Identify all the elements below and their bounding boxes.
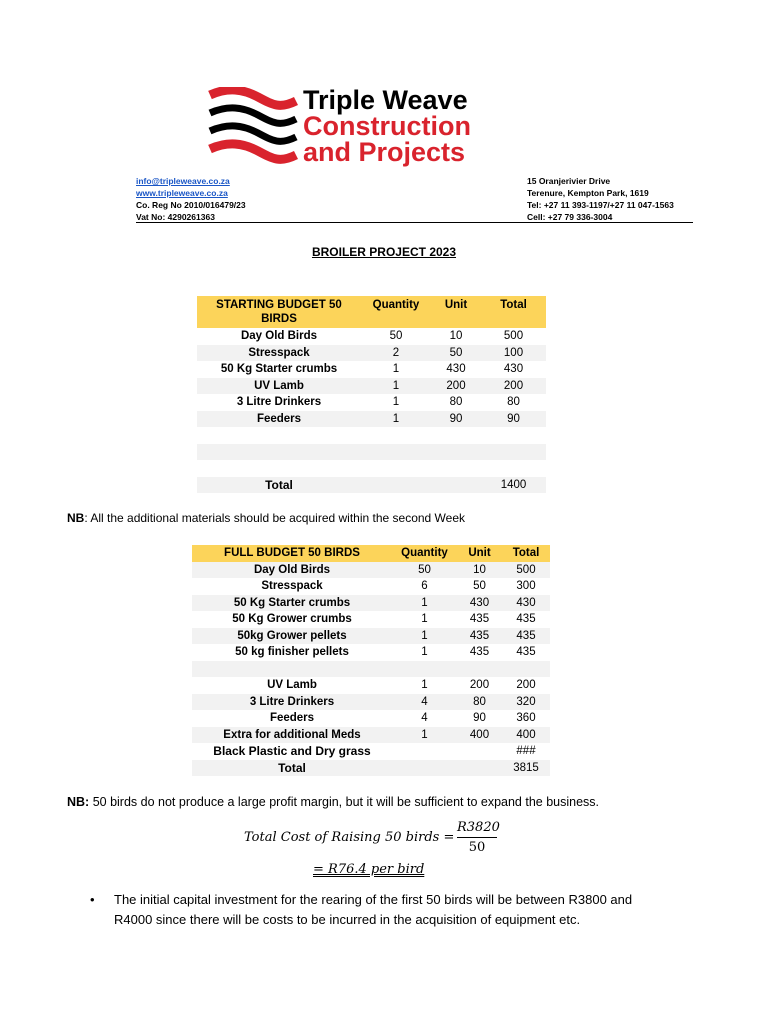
total: 80 — [507, 396, 520, 409]
unit: 10 — [457, 562, 502, 579]
quantity: 2 — [361, 345, 431, 362]
item-name: UV Lamb — [267, 679, 317, 692]
quantity: 4 — [421, 712, 428, 725]
item-name: UV Lamb — [197, 378, 361, 395]
document-title: BROILER PROJECT 2023 — [311, 245, 457, 259]
total-value: 1400 — [481, 477, 546, 494]
unit: 90 — [473, 712, 486, 725]
table-row — [192, 694, 550, 711]
quantity: 1 — [392, 727, 457, 744]
quantity: 1 — [421, 679, 428, 692]
item-name: 50 Kg Starter crumbs — [220, 363, 338, 376]
table-header: Total — [481, 296, 546, 328]
company-logo — [208, 87, 538, 167]
item-name: Extra for additional Meds — [192, 727, 392, 744]
quantity: 1 — [392, 595, 457, 612]
total: 435 — [516, 613, 536, 626]
unit: 80 — [449, 396, 463, 409]
formula-lhs: Total Cost of Raising 50 birds = — [244, 830, 455, 845]
item-name: 50 Kg Starter crumbs — [192, 595, 392, 612]
item-name: Day Old Birds — [192, 562, 392, 579]
total: 430 — [502, 595, 550, 612]
quantity: 1 — [392, 363, 400, 376]
table-row — [192, 677, 550, 694]
table-row — [192, 595, 550, 612]
total: 500 — [503, 330, 524, 343]
unit: 435 — [469, 646, 490, 659]
table-row — [192, 710, 550, 727]
quantity — [392, 743, 457, 760]
table-row-empty — [192, 661, 550, 678]
table-total-row — [197, 477, 546, 494]
formula-denominator: 50 — [468, 840, 486, 855]
unit: 80 — [457, 694, 502, 711]
total: 400 — [502, 727, 550, 744]
unit: 400 — [457, 727, 502, 744]
formula-fraction — [457, 820, 500, 855]
company-reg: Co. Reg No 2010/016479/23 — [136, 200, 246, 210]
quantity: 1 — [392, 396, 400, 409]
unit: 50 — [431, 345, 481, 362]
unit — [457, 743, 502, 760]
total: 90 — [481, 411, 546, 428]
total: 200 — [516, 679, 536, 692]
table-row — [197, 361, 546, 378]
weave-logo-icon — [208, 87, 298, 167]
item-name: 50 Kg Grower crumbs — [232, 613, 352, 626]
contact-right — [527, 175, 674, 223]
table-header: Unit — [457, 545, 502, 562]
table-row — [192, 628, 550, 645]
total: 500 — [502, 562, 550, 579]
item-name: Day Old Birds — [240, 330, 318, 343]
table-row-empty — [197, 444, 546, 461]
unit: 200 — [431, 378, 481, 395]
quantity: 50 — [389, 330, 403, 343]
note-text: 50 birds do not produce a large profit margin, but it will be sufficient to expand the business. — [89, 795, 600, 809]
telephone: Tel: +27 11 393-1197/+27 11 047-1563 — [527, 200, 674, 210]
item-name: Stresspack — [197, 345, 361, 362]
bullet-icon: • — [90, 892, 95, 907]
table-row-empty — [197, 427, 546, 444]
total: 200 — [481, 378, 546, 395]
quantity: 1 — [361, 378, 431, 395]
unit: 90 — [431, 411, 481, 428]
total: 435 — [502, 628, 550, 645]
table-header: FULL BUDGET 50 BIRDS — [192, 545, 392, 562]
table-header: Total — [502, 545, 550, 562]
item-name: Stresspack — [261, 580, 323, 593]
table-row — [192, 644, 550, 661]
item-name: Feeders — [197, 411, 361, 428]
table-header: Quantity — [361, 296, 431, 328]
table-row — [197, 345, 546, 362]
total: ### — [516, 745, 536, 758]
note-label: NB — [67, 511, 85, 525]
table-row — [192, 727, 550, 744]
table-row — [192, 562, 550, 579]
starting-budget-table — [197, 296, 546, 493]
total: 300 — [516, 580, 536, 593]
unit: 430 — [446, 363, 466, 376]
table-row — [192, 578, 550, 595]
table-row — [192, 611, 550, 628]
total: 100 — [481, 345, 546, 362]
quantity: 4 — [392, 694, 457, 711]
quantity: 1 — [392, 628, 457, 645]
quantity: 1 — [421, 646, 428, 659]
table-header: Quantity — [392, 545, 457, 562]
logo-line-3: and Projects — [303, 137, 466, 167]
note-2 — [67, 795, 599, 809]
header-divider — [136, 222, 693, 223]
table-header: Unit — [431, 296, 481, 328]
total: 360 — [516, 712, 536, 725]
quantity: 50 — [392, 562, 457, 579]
total: 435 — [516, 646, 536, 659]
formula-numerator: R3820 — [457, 820, 497, 838]
total-label: Total — [192, 760, 392, 777]
quantity: 6 — [421, 580, 428, 593]
website-link[interactable]: www.tripleweave.co.za — [136, 188, 228, 198]
table-header-row — [192, 545, 550, 562]
logo-line-2: Construction — [303, 111, 471, 141]
unit: 435 — [469, 613, 490, 626]
note-text: : All the additional materials should be acquired within the second Week — [84, 511, 466, 525]
email-link[interactable]: info@tripleweave.co.za — [136, 176, 230, 186]
company-name — [303, 87, 471, 165]
table-row — [197, 378, 546, 395]
bullet-text: The initial capital investment for the rearing of the first 50 birds will be between R3800 and R4000 since there will be costs to be incurred in the acquisition of equipment etc. — [114, 892, 633, 927]
item-name: Feeders — [269, 712, 315, 725]
table-header: STARTING BUDGET 50 BIRDS — [197, 296, 361, 328]
table-row-empty — [197, 460, 546, 477]
table-total-row — [192, 760, 550, 777]
formula-result: = R76.4 per bird — [313, 862, 425, 877]
address-line-1: 15 Oranjerivier Drive — [527, 176, 611, 186]
table-row — [197, 328, 546, 345]
item-name: 3 Litre Drinkers — [236, 396, 322, 409]
table-header-row — [197, 296, 546, 328]
quantity: 1 — [361, 411, 431, 428]
unit: 435 — [457, 628, 502, 645]
address-line-2: Terenure, Kempton Park, 1619 — [527, 188, 649, 198]
table-row — [197, 411, 546, 428]
unit: 50 — [473, 580, 486, 593]
unit: 200 — [469, 679, 490, 692]
total-label: Total — [197, 477, 361, 494]
unit: 430 — [457, 595, 502, 612]
vat-number: Vat No: 4290261363 — [136, 212, 215, 222]
quantity: 1 — [421, 613, 428, 626]
note-1 — [67, 511, 465, 525]
item-name: 3 Litre Drinkers — [192, 694, 392, 711]
full-budget-table — [192, 545, 550, 776]
item-name: 50kg Grower pellets — [192, 628, 392, 645]
item-name: Black Plastic and Dry grass — [213, 744, 371, 759]
total: 320 — [502, 694, 550, 711]
unit: 10 — [449, 330, 463, 343]
item-name: 50 kg finisher pellets — [235, 646, 349, 659]
note-label: NB: — [67, 795, 90, 809]
total-value: 3815 — [502, 760, 550, 777]
total: 430 — [503, 363, 524, 376]
table-row — [192, 743, 550, 760]
table-row — [197, 394, 546, 411]
cellphone: Cell: +27 79 336-3004 — [527, 212, 613, 222]
logo-line-1: Triple Weave — [303, 85, 468, 115]
contact-left — [136, 175, 246, 223]
